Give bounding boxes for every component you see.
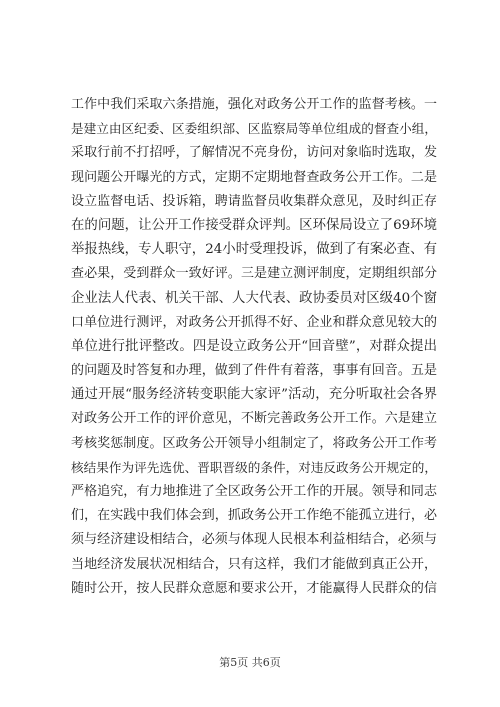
text-line: 企业法人代表、机关干部、人大代表、政协委员对区级40个窗 [71,290,437,306]
body-text [71,93,437,601]
text-line: 口单位进行测评，对政务公开抓得不好、企业和群众意见较大的 [71,314,437,330]
text-line: 当地经济发展状况相结合，只有这样，我们才能做到真正公开， [71,556,437,572]
text-line: 对政务公开工作的评价意见，不断完善政务公开工作。六是建立 [71,411,437,427]
text-line: 随时公开，按人民群众意愿和要求公开，才能赢得人民群众的信 [71,580,437,596]
text-line: 单位进行批评整改。四是设立政务公开“回音壁”，对群众提出 [71,338,437,354]
text-line: 须与经济建设相结合，必须与体现人民根本利益相结合，必须与 [71,532,437,548]
text-line: 们，在实践中我们体会到，抓政务公开工作绝不能孤立进行，必 [71,508,437,524]
text-line: 举报热线，专人职守，24小时受理投诉，做到了有案必查、有 [71,242,437,258]
text-line: 核结果作为评先选优、晋职晋级的条件，对违反政务公开规定的， [71,459,437,475]
text-line: 工作中我们采取六条措施，强化对政务公开工作的监督考核。一 [71,97,437,112]
text-line: 现问题公开曝光的方式，定期不定期地督查政务公开工作。二是 [71,169,437,185]
text-line: 是建立由区纪委、区委组织部、区监察局等单位组成的督查小组， [71,121,437,137]
text-line: 查必果，受到群众一致好评。三是建立测评制度，定期组织部分 [71,266,437,282]
text-line: 的问题及时答复和办理，做到了件件有着落，事事有回音。五是 [71,363,437,379]
text-line: 考核奖惩制度。区政务公开领导小组制定了，将政务公开工作考 [71,435,437,451]
text-line: 通过开展“服务经济转变职能大家评”活动，充分听取社会各界 [71,387,437,403]
text-line: 采取行前不打招呼，了解情况不亮身份，访问对象临时选取，发 [71,145,437,161]
text-line: 在的问题，让公开工作接受群众评判。区环保局设立了69环境 [71,217,437,233]
text-line: 设立监督电话、投诉箱，聘请监督员收集群众意见，及时纠正存 [71,193,437,209]
text-line: 严格追究，有力地推进了全区政务公开工作的开展。领导和同志 [71,484,437,499]
page-footer: 第5页 共6页 [219,656,281,669]
